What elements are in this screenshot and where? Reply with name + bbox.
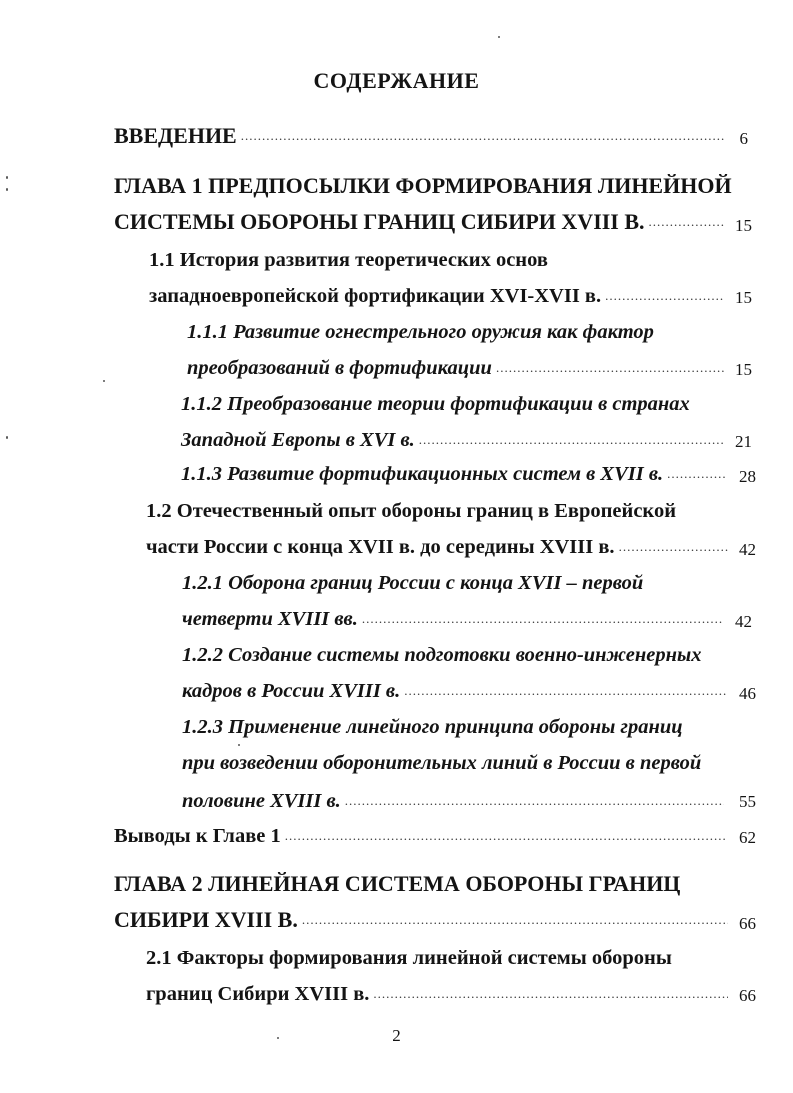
toc-entry-section-1-1-1[interactable] — [187, 320, 724, 344]
toc-entry-text: ВВЕДЕНИЕ — [114, 123, 237, 148]
scan-speck — [6, 188, 8, 191]
dot-leader — [373, 987, 728, 1001]
scan-speck — [277, 1037, 279, 1039]
toc-page-number: 15 — [735, 216, 752, 235]
toc-entry-section-1-1-3[interactable] — [181, 462, 727, 486]
toc-entry-text: 1.1.2 Преобразование теории фортификации в странах — [181, 393, 690, 415]
toc-entry-text: СИБИРИ XVIII В. — [114, 907, 298, 932]
toc-entry-text: четверти XVIII вв. — [182, 608, 358, 630]
toc-page-number: 66 — [739, 986, 756, 1005]
toc-entry-section-1-2[interactable] — [146, 499, 724, 523]
toc-page-number: 46 — [739, 684, 756, 703]
toc-entry-section-1-2-3-cont[interactable] — [182, 751, 730, 775]
toc-entry-section-1-2-3-cont2[interactable] — [182, 789, 724, 813]
dot-leader — [285, 829, 726, 843]
toc-page-number: 42 — [735, 612, 752, 631]
dot-leader — [362, 612, 724, 626]
toc-entry-chapter-2[interactable] — [114, 872, 728, 896]
toc-entry-text: 1.2.1 Оборона границ России с конца XVII – первой — [182, 572, 644, 594]
toc-entry-chapter-2-cont[interactable] — [114, 908, 728, 932]
dot-leader — [345, 794, 724, 808]
toc-entry-text: границ Сибири XVIII в. — [146, 983, 370, 1005]
scan-speck — [6, 176, 8, 179]
toc-entry-text: Выводы к Главе 1 — [114, 825, 281, 847]
toc-entry-section-1-1-cont[interactable] — [149, 284, 724, 308]
toc-entry-text: 2.1 Факторы формирования линейной системы обороны — [146, 947, 672, 969]
scan-speck — [6, 436, 8, 439]
page-title: СОДЕРЖАНИЕ — [313, 68, 480, 93]
toc-page-number: 15 — [735, 288, 752, 307]
toc-entry-text: кадров в России XVIII в. — [182, 680, 401, 702]
toc-entry-conclusions-1[interactable] — [114, 824, 726, 848]
toc-page-number: 42 — [739, 540, 756, 559]
toc-entry-section-1-1-1-cont[interactable] — [187, 356, 724, 380]
toc-entry-text: части России с конца XVII в. до середины XVIII в. — [146, 536, 615, 558]
scan-speck — [103, 380, 105, 382]
toc-entry-text: западноевропейской фортификации XVI-XVII в. — [149, 285, 602, 307]
scan-speck — [498, 36, 500, 38]
toc-entry-text: Западной Европы в XVI в. — [181, 429, 415, 451]
dot-leader — [619, 540, 728, 554]
toc-entry-section-1-1[interactable] — [149, 248, 724, 272]
dot-leader — [649, 215, 724, 229]
dot-leader — [241, 129, 724, 143]
toc-entry-text: половине XVIII в. — [182, 790, 341, 812]
toc-page-number: 28 — [739, 467, 756, 486]
dot-leader — [605, 289, 724, 303]
dot-leader — [667, 467, 727, 481]
toc-entry-chapter-1[interactable] — [114, 173, 732, 198]
toc-page-number: 62 — [739, 828, 756, 847]
toc-entry-section-1-2-1[interactable] — [182, 571, 724, 595]
toc-page-number: 15 — [735, 360, 752, 379]
toc-entry-section-2-1-cont[interactable] — [146, 982, 728, 1006]
dot-leader — [419, 433, 724, 447]
dot-leader — [404, 684, 727, 698]
toc-entry-text: 1.2.3 Применение линейного принципа обороны границ — [182, 716, 683, 738]
toc-entry-text: 1.2 Отечественный опыт обороны границ в Европейской — [146, 500, 677, 522]
toc-page-number: 6 — [739, 129, 748, 148]
toc-entry-intro[interactable] — [114, 124, 724, 148]
dot-leader — [496, 361, 724, 375]
toc-entry-section-1-1-2[interactable] — [181, 392, 724, 416]
toc-entry-text: 1.1.3 Развитие фортификационных систем в XVII в. — [181, 463, 664, 485]
toc-entry-chapter-1-cont[interactable] — [114, 210, 724, 234]
toc-entry-section-1-2-1-cont[interactable] — [182, 607, 724, 631]
toc-entry-section-1-2-2[interactable] — [182, 643, 727, 667]
toc-entry-text: при возведении оборонительных линий в России в первой — [182, 752, 702, 774]
footer-page-number: 2 — [392, 1026, 401, 1045]
toc-entry-section-2-1[interactable] — [146, 946, 728, 970]
toc-page-number: 55 — [739, 792, 756, 811]
toc-entry-text: ГЛАВА 2 ЛИНЕЙНАЯ СИСТЕМА ОБОРОНЫ ГРАНИЦ — [114, 871, 681, 896]
toc-entry-text: 1.2.2 Создание системы подготовки военно-инженерных — [182, 644, 702, 666]
toc-entry-section-1-2-cont[interactable] — [146, 535, 728, 559]
toc-entry-section-1-2-3[interactable] — [182, 715, 727, 739]
toc-entry-text: преобразований в фортификации — [187, 357, 492, 379]
toc-entry-text: 1.1.1 Развитие огнестрельного оружия как фактор — [187, 321, 654, 343]
toc-entry-text: СИСТЕМЫ ОБОРОНЫ ГРАНИЦ СИБИРИ XVIII В. — [114, 209, 645, 234]
toc-page-number: 21 — [735, 432, 752, 451]
toc-entry-text: 1.1 История развития теоретических основ — [149, 249, 548, 271]
toc-entry-section-1-1-2-cont[interactable] — [181, 428, 724, 452]
dot-leader — [302, 913, 728, 927]
toc-entry-text: ГЛАВА 1 ПРЕДПОСЫЛКИ ФОРМИРОВАНИЯ ЛИНЕЙНОЙ — [114, 173, 732, 198]
scan-speck — [238, 744, 240, 746]
toc-entry-section-1-2-2-cont[interactable] — [182, 679, 727, 703]
toc-page-number: 66 — [739, 914, 756, 933]
